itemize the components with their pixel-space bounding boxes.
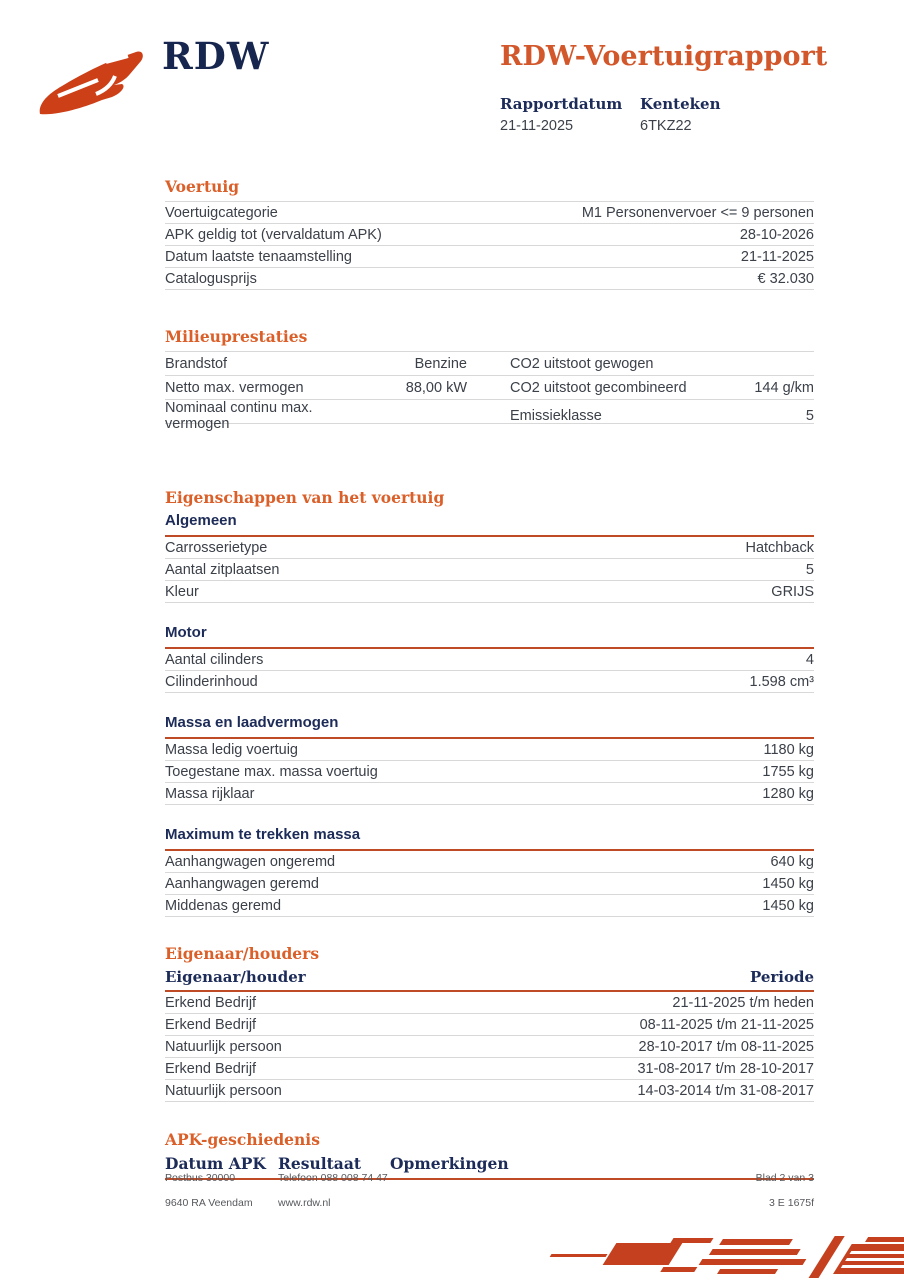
row-value: M1 Personenvervoer <= 9 personen bbox=[581, 204, 814, 221]
voertuig-table bbox=[165, 201, 814, 290]
subsection-trekken bbox=[165, 826, 814, 917]
footer-website: www.rdw.nl bbox=[278, 1197, 331, 1209]
row-label: Voertuigcategorie bbox=[165, 204, 278, 221]
footer-postbus: Postbus 30000 bbox=[165, 1172, 236, 1184]
row-label-left: Netto max. vermogen bbox=[165, 379, 304, 396]
row-label: Massa ledig voertuig bbox=[165, 741, 298, 758]
subsection-motor bbox=[165, 624, 814, 693]
page-title: RDW-Voertuigrapport bbox=[500, 41, 828, 72]
rdw-feather-logo-icon bbox=[36, 50, 148, 122]
section-title-eigenaar: Eigenaar/houders bbox=[165, 944, 320, 963]
owner-period: 14-03-2014 t/m 31-08-2017 bbox=[637, 1082, 814, 1099]
row-value: Hatchback bbox=[745, 539, 814, 556]
row-label-right: CO2 uitstoot gecombineerd bbox=[510, 379, 687, 396]
column-header-resultaat: Resultaat bbox=[278, 1154, 362, 1173]
trekken-table bbox=[165, 851, 814, 917]
row-value: 1450 kg bbox=[762, 897, 814, 914]
owner-type: Erkend Bedrijf bbox=[165, 994, 257, 1011]
section-voertuig bbox=[165, 177, 814, 290]
license-plate-label: Kenteken bbox=[640, 95, 721, 113]
table-row bbox=[165, 1014, 814, 1036]
owner-period: 21-11-2025 t/m heden bbox=[672, 994, 814, 1011]
footer-form-code: 3 E 1675f bbox=[769, 1197, 814, 1209]
row-label: Cilinderinhoud bbox=[165, 673, 258, 690]
license-plate-block bbox=[640, 95, 720, 134]
report-date-value: 21-11-2025 bbox=[500, 118, 574, 134]
table-row bbox=[165, 761, 814, 783]
owner-type: Erkend Bedrijf bbox=[165, 1016, 257, 1033]
subsection-title-algemeen: Algemeen bbox=[165, 512, 814, 537]
footer-phone: Telefoon 088 008 74 47 bbox=[278, 1172, 388, 1184]
table-row bbox=[165, 851, 814, 873]
row-value-left: 88,00 kW bbox=[405, 379, 467, 396]
row-value: 1450 kg bbox=[762, 875, 814, 892]
table-row bbox=[165, 873, 814, 895]
row-value: 28-10-2026 bbox=[739, 226, 814, 243]
motor-table bbox=[165, 649, 814, 693]
owner-period: 08-11-2025 t/m 21-11-2025 bbox=[639, 1016, 814, 1033]
table-row bbox=[165, 246, 814, 268]
table-row bbox=[165, 559, 814, 581]
row-value: 5 bbox=[805, 561, 814, 578]
subsection-title-trekken: Maximum te trekken massa bbox=[165, 826, 814, 851]
row-value: 4 bbox=[805, 651, 814, 668]
table-row bbox=[165, 671, 814, 693]
row-value: € 32.030 bbox=[757, 270, 814, 287]
table-row bbox=[165, 400, 814, 432]
owner-type: Natuurlijk persoon bbox=[165, 1082, 282, 1099]
footer-line-1 bbox=[165, 1172, 814, 1184]
row-value: 1280 kg bbox=[762, 785, 814, 802]
row-value: 21-11-2025 bbox=[740, 248, 814, 265]
footer-city: 9640 RA Veendam bbox=[165, 1197, 253, 1209]
table-row bbox=[165, 376, 814, 400]
footer-line-2 bbox=[165, 1197, 814, 1209]
subsection-massa bbox=[165, 714, 814, 805]
row-value-right: 144 g/km bbox=[754, 379, 814, 396]
row-value: 640 kg bbox=[770, 853, 814, 870]
subsection-title-massa: Massa en laadvermogen bbox=[165, 714, 814, 739]
row-value-right: 5 bbox=[805, 408, 814, 424]
row-label: Kleur bbox=[165, 583, 199, 600]
rdw-logo-wordmark: RDW bbox=[162, 34, 270, 78]
row-label: APK geldig tot (vervaldatum APK) bbox=[165, 226, 382, 243]
algemeen-table bbox=[165, 537, 814, 603]
row-label-right: CO2 uitstoot gewogen bbox=[510, 355, 654, 372]
report-date-block bbox=[500, 95, 640, 134]
massa-table bbox=[165, 739, 814, 805]
row-value: 1.598 cm³ bbox=[749, 673, 814, 690]
speed-stripes-icon bbox=[526, 1234, 904, 1280]
milieu-table bbox=[165, 351, 814, 432]
footer-page-indicator: Blad 2 van 3 bbox=[755, 1172, 814, 1184]
row-label-left: Brandstof bbox=[165, 355, 228, 372]
table-row bbox=[165, 895, 814, 917]
column-header-opmerkingen: Opmerkingen bbox=[390, 1154, 509, 1173]
row-label: Toegestane max. massa voertuig bbox=[165, 763, 378, 780]
table-row bbox=[165, 992, 814, 1014]
column-header-period: Periode bbox=[749, 968, 814, 986]
table-row bbox=[165, 268, 814, 290]
section-title-voertuig: Voertuig bbox=[165, 177, 240, 196]
section-title-apk: APK-geschiedenis bbox=[165, 1130, 320, 1149]
table-row bbox=[165, 581, 814, 603]
table-row bbox=[165, 537, 814, 559]
owner-type: Erkend Bedrijf bbox=[165, 1060, 257, 1077]
owner-period: 28-10-2017 t/m 08-11-2025 bbox=[638, 1038, 814, 1055]
table-row bbox=[165, 202, 814, 224]
report-header bbox=[500, 40, 830, 134]
section-eigenschappen bbox=[165, 488, 814, 917]
row-label: Carrosserietype bbox=[165, 539, 268, 556]
subsection-title-motor: Motor bbox=[165, 624, 814, 649]
owner-type: Natuurlijk persoon bbox=[165, 1038, 282, 1055]
row-label: Catalogusprijs bbox=[165, 270, 257, 287]
row-label: Aanhangwagen ongeremd bbox=[165, 853, 336, 870]
row-label: Datum laatste tenaamstelling bbox=[165, 248, 352, 265]
subsection-algemeen bbox=[165, 512, 814, 603]
table-row bbox=[165, 783, 814, 805]
owner-table-header bbox=[165, 968, 814, 992]
table-row bbox=[165, 1080, 814, 1102]
owner-table bbox=[165, 992, 814, 1102]
table-row bbox=[165, 352, 814, 376]
column-header-datum-apk: Datum APK bbox=[165, 1154, 266, 1173]
row-label: Middenas geremd bbox=[165, 897, 282, 914]
table-row bbox=[165, 649, 814, 671]
row-label: Aantal zitplaatsen bbox=[165, 561, 280, 578]
table-row bbox=[165, 224, 814, 246]
row-value: 1755 kg bbox=[762, 763, 814, 780]
row-label: Aanhangwagen geremd bbox=[165, 875, 319, 892]
section-eigenaar bbox=[165, 944, 814, 1102]
row-label-right: Emissieklasse bbox=[510, 408, 602, 424]
table-row bbox=[165, 1058, 814, 1080]
row-label: Massa rijklaar bbox=[165, 785, 255, 802]
column-header-owner: Eigenaar/houder bbox=[165, 968, 306, 986]
row-label-left: Nominaal continu max. vermogen bbox=[165, 400, 313, 432]
row-value-left: Benzine bbox=[414, 355, 467, 372]
section-title-milieuprestaties: Milieuprestaties bbox=[165, 327, 308, 346]
row-value: 1180 kg bbox=[763, 741, 814, 758]
report-date-label: Rapportdatum bbox=[500, 95, 623, 113]
license-plate-value: 6TKZ22 bbox=[640, 118, 692, 134]
row-label: Aantal cilinders bbox=[165, 651, 264, 668]
row-value: GRIJS bbox=[771, 583, 814, 600]
section-milieuprestaties bbox=[165, 327, 814, 432]
table-row bbox=[165, 739, 814, 761]
section-title-eigenschappen: Eigenschappen van het voertuig bbox=[165, 488, 445, 507]
table-row bbox=[165, 1036, 814, 1058]
owner-period: 31-08-2017 t/m 28-10-2017 bbox=[637, 1060, 814, 1077]
